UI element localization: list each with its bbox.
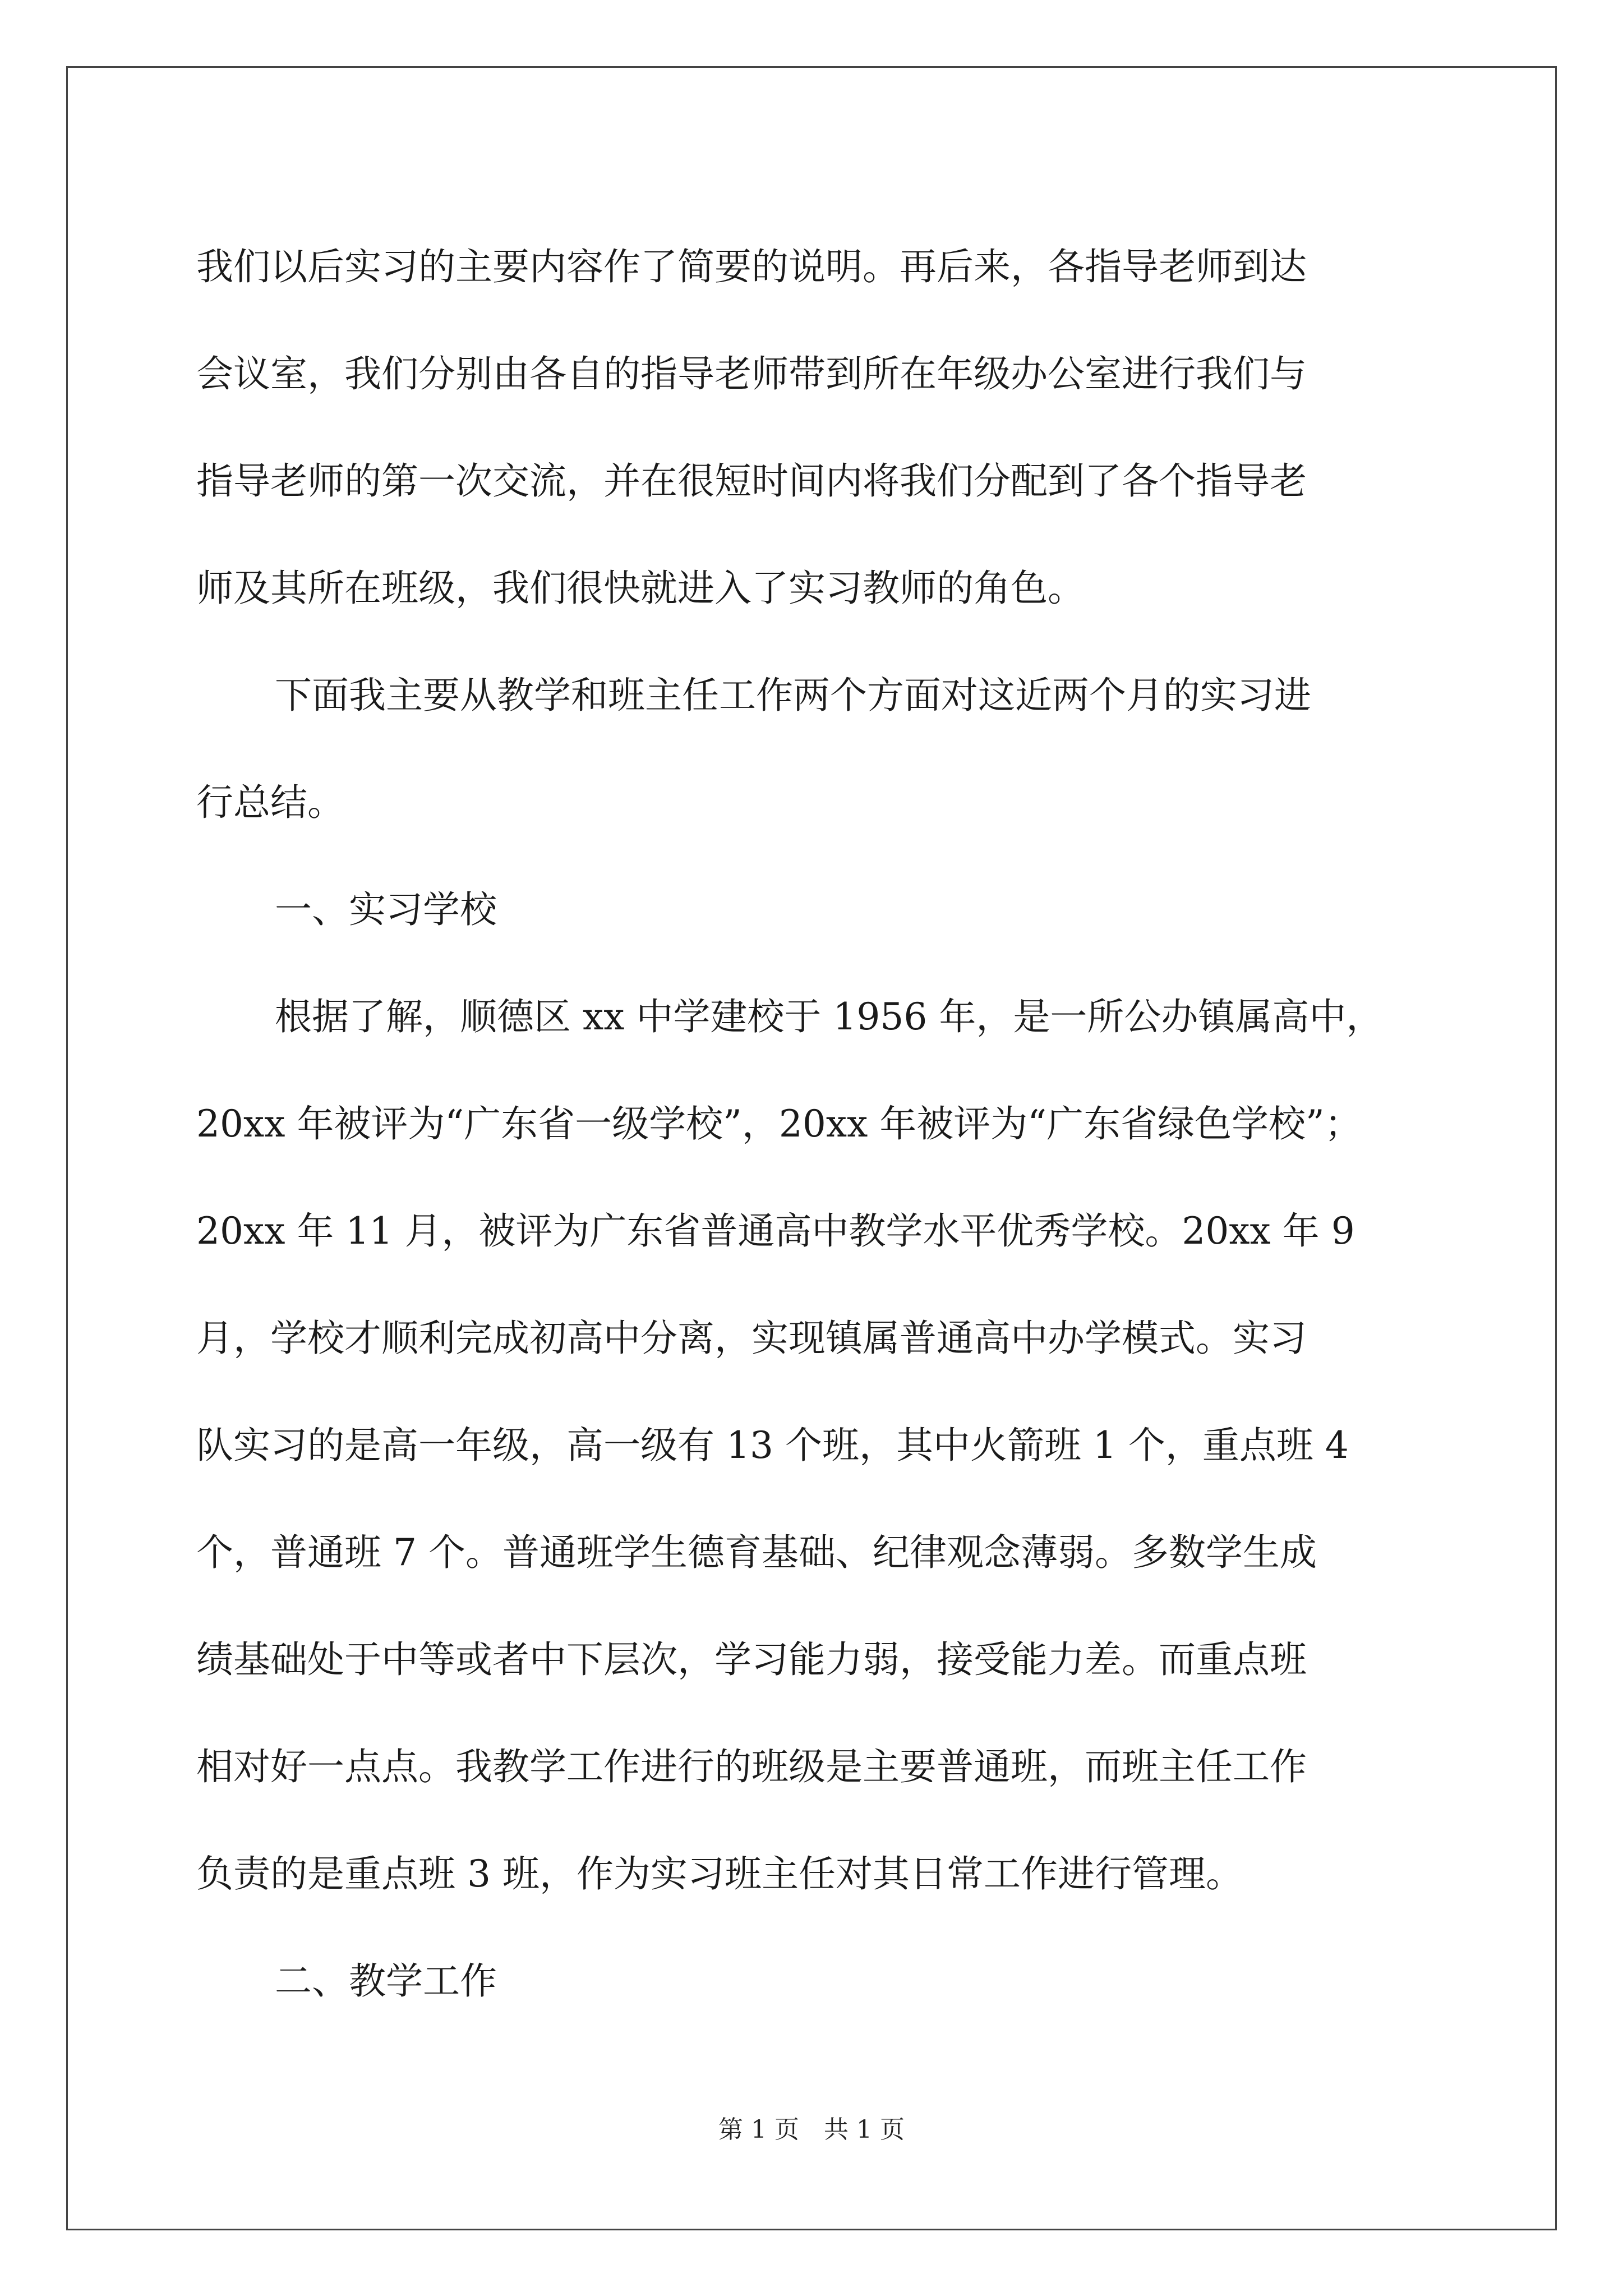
text-line: 行总结。	[196, 781, 344, 824]
heading-text: 一、实习学校	[275, 888, 497, 931]
paragraph-2	[196, 642, 1436, 856]
text-line: 20xx 年 11 月，被评为广东省普通高中教学水平优秀学校。20xx 年 9	[196, 1209, 1355, 1253]
paragraph-3	[196, 963, 1436, 1927]
paragraph-1	[196, 213, 1436, 642]
text-line: 指导老师的第一次交流，并在很短时间内将我们分配到了各个指导老	[196, 459, 1307, 503]
text-line: 下面我主要从教学和班主任工作两个方面对这近两个月的实习进	[275, 674, 1311, 717]
page-footer	[0, 2109, 1623, 2145]
text-line: 相对好一点点。我教学工作进行的班级是主要普通班，而班主任工作	[196, 1745, 1307, 1788]
text-line: 绩基础处于中等或者中下层次，学习能力弱，接受能力差。而重点班	[196, 1638, 1307, 1681]
text-line: 个，普通班 7 个。普通班学生德育基础、纪律观念薄弱。多数学生成	[196, 1531, 1317, 1574]
section-heading-2	[196, 1927, 1436, 2035]
section-heading-1	[196, 856, 1436, 963]
text-line: 会议室，我们分别由各自的指导老师带到所在年级办公室进行我们与	[196, 352, 1307, 395]
text-line: 师及其所在班级，我们很快就进入了实习教师的角色。	[196, 567, 1085, 610]
text-line: 根据了解，顺德区 xx 中学建校于 1956 年，是一所公办镇属高中，	[275, 995, 1384, 1038]
text-line: 我们以后实习的主要内容作了简要的说明。再后来，各指导老师到达	[196, 245, 1307, 288]
heading-text: 二、教学工作	[275, 1959, 497, 2003]
text-line: 月，学校才顺利完成初高中分离，实现镇属普通高中办学模式。实习	[196, 1317, 1307, 1360]
document-body	[196, 213, 1436, 2035]
text-line: 负责的是重点班 3 班，作为实习班主任对其日常工作进行管理。	[196, 1852, 1243, 1895]
text-line: 20xx 年被评为“广东省一级学校”，20xx 年被评为“广东省绿色学校”；	[196, 1102, 1362, 1145]
page-number-label: 第 1 页 共 1 页	[718, 2115, 905, 2144]
text-line: 队实习的是高一年级，高一级有 13 个班，其中火箭班 1 个，重点班 4	[196, 1424, 1349, 1467]
